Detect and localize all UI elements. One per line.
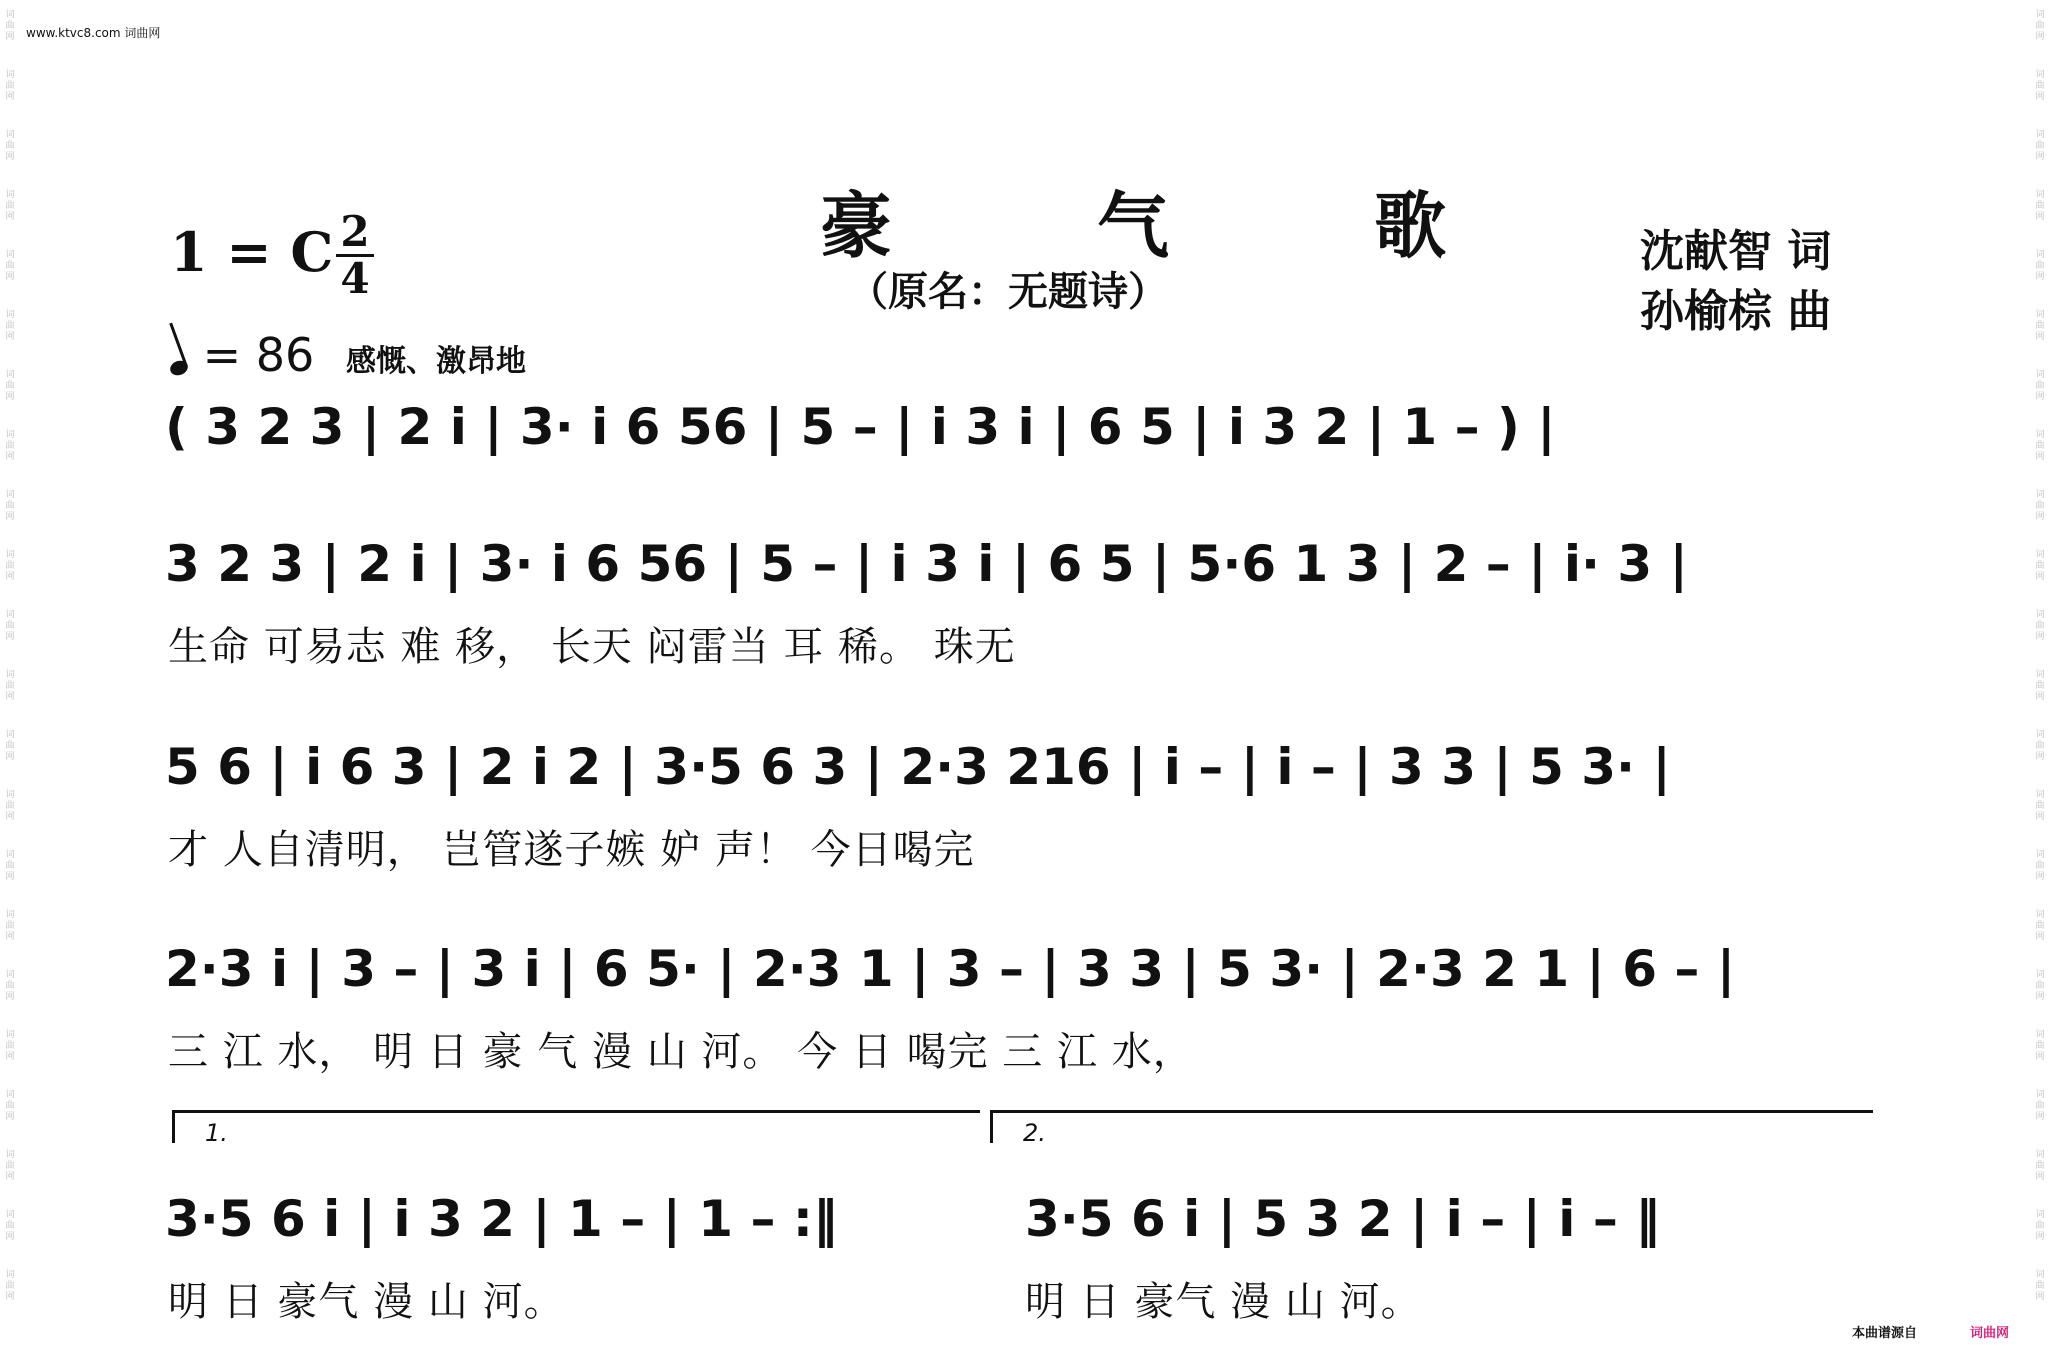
line2-notes: 5 6 | i 6 3 | 2 i 2 | 3·5 6 3 | 2·3 216 | i – | i – | 3 3 | 5 3· | [165, 738, 1671, 796]
meter-top: 2 [340, 207, 370, 256]
margin-watermark: 词曲网 [5, 850, 15, 882]
margin-watermark: 词曲网 [2035, 1210, 2045, 1242]
ending2-notes: 3·5 6 i | 5 3 2 | i – | i – ‖ [1025, 1190, 1661, 1248]
quarter-note-icon [168, 358, 190, 377]
margin-watermark: 词曲网 [5, 70, 15, 102]
song-title: 豪 气 歌 [820, 184, 1537, 268]
margin-watermark: 词曲网 [5, 1210, 15, 1242]
margin-watermark: 词曲网 [2035, 970, 2045, 1002]
margin-watermark: 词曲网 [5, 550, 15, 582]
margin-watermark: 词曲网 [2035, 430, 2045, 462]
margin-watermark: 词曲网 [2035, 790, 2045, 822]
line1-notes: 3 2 3 | 2 i | 3· i 6 56 | 5 – | i 3 i | 6 5 | 5·6 1 3 | 2 – | i· 3 | [165, 535, 1688, 593]
footer-source-label: 本曲谱源自 [1852, 1326, 1918, 1341]
expression-marking: 感慨、激昂地 [346, 344, 526, 379]
margin-watermark: 词曲网 [2035, 10, 2045, 42]
margin-watermark: 词曲网 [2035, 1030, 2045, 1062]
margin-watermark: 词曲网 [2035, 310, 2045, 342]
site-url: www.ktvc8.com 词曲网 [26, 26, 161, 40]
margin-watermark: 词曲网 [2035, 190, 2045, 222]
margin-watermark: 词曲网 [2035, 250, 2045, 282]
margin-watermark: 词曲网 [5, 370, 15, 402]
margin-watermark: 词曲网 [2035, 370, 2045, 402]
margin-watermark: 词曲网 [5, 1270, 15, 1302]
margin-watermark: 词曲网 [2035, 1270, 2045, 1302]
margin-watermark: 词曲网 [5, 430, 15, 462]
margin-watermark: 词曲网 [2035, 610, 2045, 642]
margin-watermark: 词曲网 [2035, 130, 2045, 162]
line2-lyrics: 才 人自清明， 岂管遂子嫉 妒 声！ 今日喝完 [168, 827, 975, 873]
margin-watermark: 词曲网 [2035, 550, 2045, 582]
line3-notes: 2·3 i | 3 – | 3 i | 6 5· | 2·3 1 | 3 – | 3 3 | 5 3· | 2·3 2 1 | 6 – | [165, 940, 1736, 998]
margin-watermark: 词曲网 [5, 130, 15, 162]
margin-watermark: 词曲网 [5, 250, 15, 282]
margin-watermark: 词曲网 [2035, 850, 2045, 882]
lyricist-credit: 沈献智 词 [1640, 226, 1832, 277]
second-ending-bracket [990, 1110, 1873, 1147]
tempo-value: = 86 [202, 328, 315, 382]
line3-lyrics: 三 江 水， 明 日 豪 气 漫 山 河。 今 日 喝完 三 江 水， [168, 1029, 1194, 1075]
margin-watermark: 词曲网 [5, 1090, 15, 1122]
tempo-marking [170, 328, 314, 382]
key-signature: 1 = C [170, 220, 334, 284]
first-ending-label: 1. [205, 1119, 228, 1147]
margin-watermark: 词曲网 [2035, 670, 2045, 702]
margin-watermark: 词曲网 [2035, 1090, 2045, 1122]
margin-watermark: 词曲网 [2035, 70, 2045, 102]
margin-watermark: 词曲网 [2035, 490, 2045, 522]
ending1-notes: 3·5 6 i | i 3 2 | 1 – | 1 – :‖ [165, 1190, 838, 1248]
intro-notes: ( 3 2 3 | 2 i | 3· i 6 56 | 5 – | i 3 i | 6 5 | i 3 2 | 1 – ) | [165, 398, 1556, 456]
line1-lyrics: 生命 可易志 难 移， 长天 闷雷当 耳 稀。 珠无 [168, 624, 1016, 670]
margin-watermark: 词曲网 [5, 1030, 15, 1062]
margin-watermark: 词曲网 [5, 970, 15, 1002]
time-signature [336, 207, 374, 303]
margin-watermark: 词曲网 [2035, 730, 2045, 762]
margin-watermark: 词曲网 [5, 670, 15, 702]
margin-watermark: 词曲网 [5, 790, 15, 822]
song-subtitle: （原名：无题诗） [848, 269, 1168, 315]
meter-bottom: 4 [340, 254, 370, 303]
ending1-lyrics: 明 日 豪气 漫 山 河。 [168, 1279, 565, 1325]
margin-watermark: 词曲网 [5, 310, 15, 342]
margin-watermark: 词曲网 [5, 730, 15, 762]
margin-watermark: 词曲网 [5, 910, 15, 942]
margin-watermark: 词曲网 [2035, 910, 2045, 942]
first-ending-bracket [172, 1110, 980, 1147]
ending2-lyrics: 明 日 豪气 漫 山 河。 [1025, 1279, 1422, 1325]
composer-credit: 孙榆棕 曲 [1640, 286, 1832, 337]
margin-watermark: 词曲网 [5, 490, 15, 522]
margin-watermark: 词曲网 [5, 1150, 15, 1182]
margin-watermark: 词曲网 [2035, 1150, 2045, 1182]
margin-watermark: 词曲网 [5, 10, 15, 42]
margin-watermark: 词曲网 [5, 190, 15, 222]
footer-site-link[interactable]: 词曲网 [1970, 1326, 2010, 1341]
second-ending-label: 2. [1023, 1119, 1046, 1147]
margin-watermark: 词曲网 [5, 610, 15, 642]
